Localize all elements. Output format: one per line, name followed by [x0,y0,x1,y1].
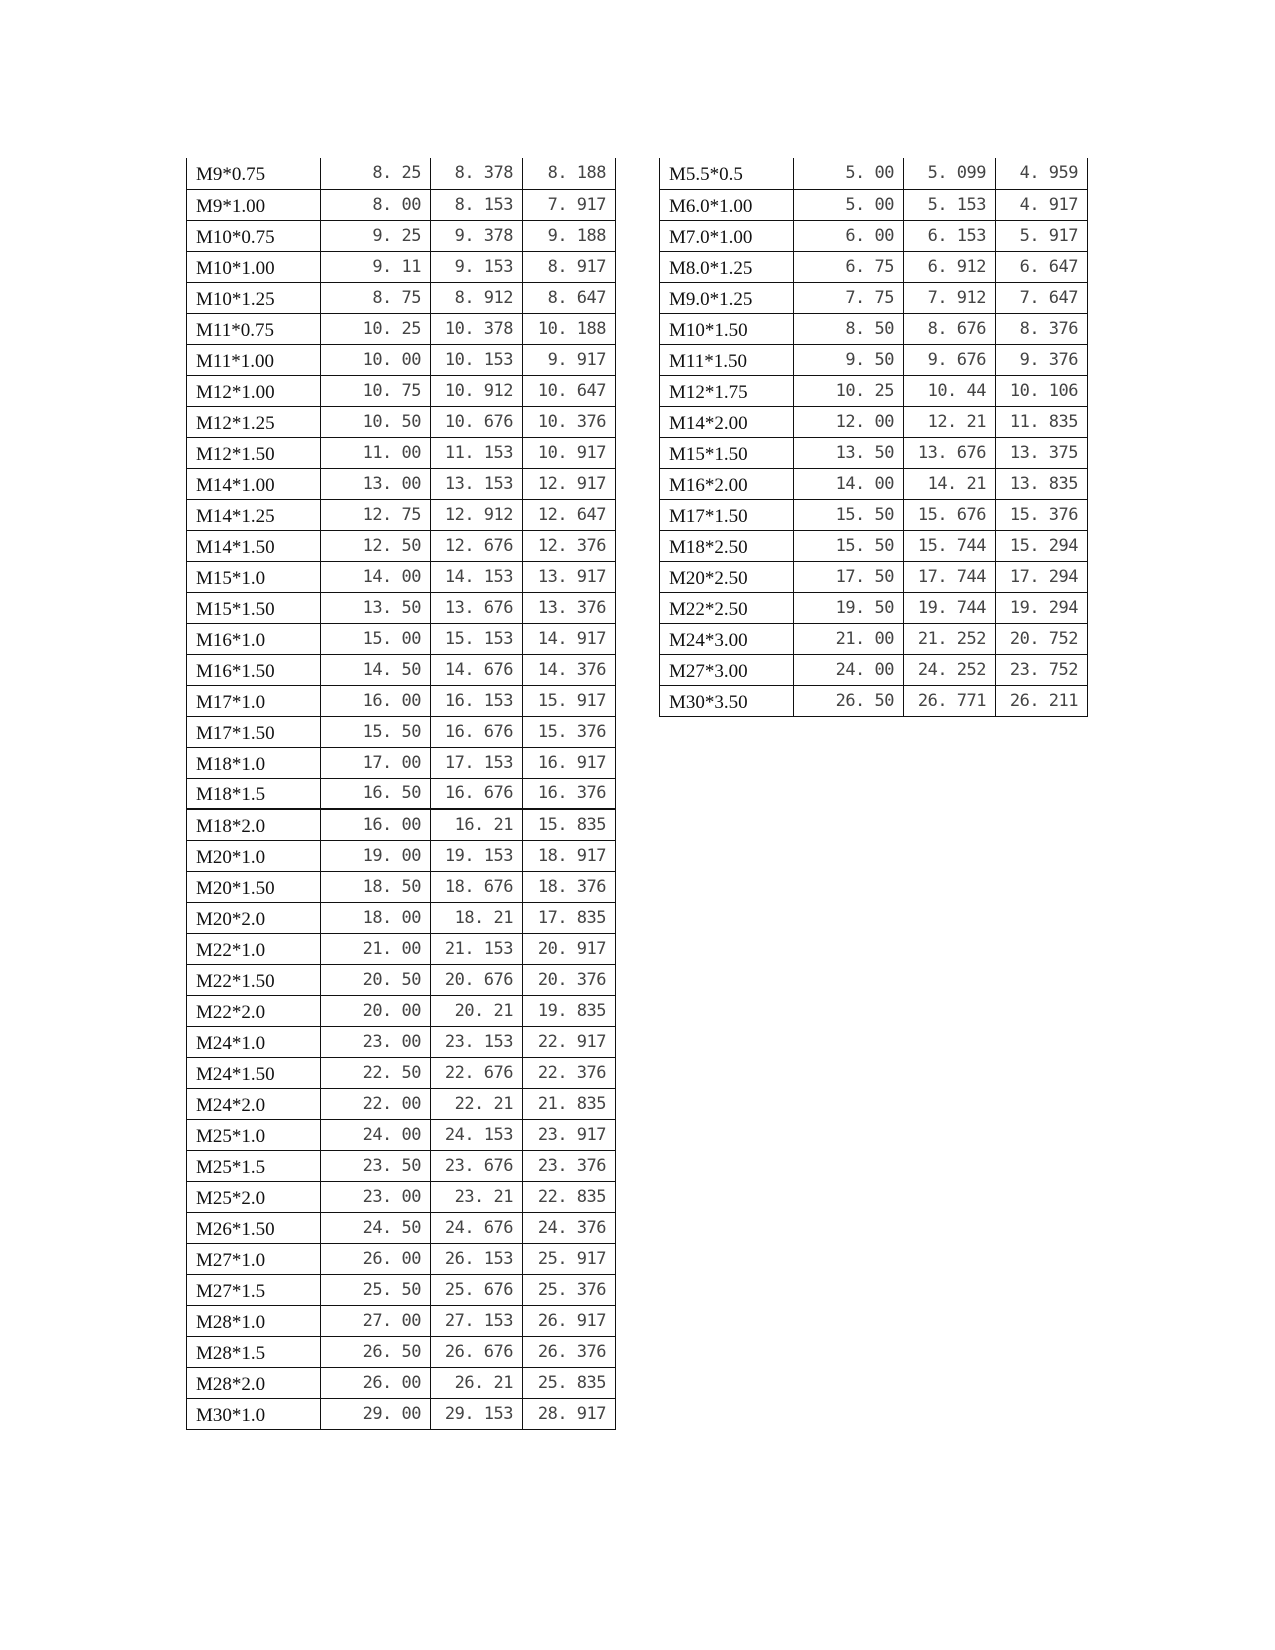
value-cell: 10. 00 [321,344,431,375]
value-cell: 13. 676 [431,592,523,623]
value-cell: 14. 676 [431,654,523,685]
table-row [187,499,616,530]
value-cell: 16. 153 [431,685,523,716]
thread-spec-cell: M24*2.0 [187,1088,321,1119]
value-cell: 9. 25 [321,220,431,251]
value-cell: 24. 153 [431,1119,523,1150]
value-cell: 15. 50 [794,499,904,530]
value-cell: 26. 21 [431,1367,523,1398]
thread-spec-cell: M24*1.50 [187,1057,321,1088]
table-row [187,871,616,902]
table-row [187,344,616,375]
value-cell: 21. 153 [431,933,523,964]
thread-spec-cell: M27*1.0 [187,1243,321,1274]
thread-spec-cell: M20*1.50 [187,871,321,902]
table-row [660,468,1088,499]
table-row [187,840,616,871]
value-cell: 22. 376 [523,1057,616,1088]
table-row [187,1305,616,1336]
thread-spec-cell: M12*1.50 [187,437,321,468]
value-cell: 11. 153 [431,437,523,468]
table-row [187,1057,616,1088]
table-row [187,1119,616,1150]
value-cell: 7. 917 [523,189,616,220]
thread-spec-cell: M14*1.25 [187,499,321,530]
value-cell: 12. 676 [431,530,523,561]
thread-table-right-body [660,158,1088,716]
value-cell: 5. 153 [904,189,996,220]
value-cell: 8. 912 [431,282,523,313]
value-cell: 5. 099 [904,158,996,189]
value-cell: 16. 50 [321,778,431,809]
value-cell: 15. 917 [523,685,616,716]
value-cell: 10. 153 [431,344,523,375]
value-cell: 21. 00 [321,933,431,964]
value-cell: 25. 835 [523,1367,616,1398]
table-row [187,716,616,747]
value-cell: 18. 21 [431,902,523,933]
value-cell: 22. 21 [431,1088,523,1119]
value-cell: 14. 21 [904,468,996,499]
table-row [187,1274,616,1305]
thread-spec-cell: M16*1.0 [187,623,321,654]
value-cell: 13. 50 [321,592,431,623]
value-cell: 15. 294 [996,530,1088,561]
table-row [187,964,616,995]
value-cell: 19. 00 [321,840,431,871]
value-cell: 9. 378 [431,220,523,251]
thread-spec-cell: M12*1.75 [660,375,794,406]
value-cell: 14. 153 [431,561,523,592]
value-cell: 29. 153 [431,1398,523,1429]
thread-spec-cell: M14*2.00 [660,406,794,437]
value-cell: 26. 50 [321,1336,431,1367]
table-row [187,313,616,344]
thread-spec-cell: M18*1.5 [187,778,321,809]
value-cell: 7. 75 [794,282,904,313]
value-cell: 10. 25 [321,313,431,344]
value-cell: 7. 647 [996,282,1088,313]
table-row [187,747,616,778]
table-row [187,220,616,251]
value-cell: 12. 21 [904,406,996,437]
value-cell: 26. 771 [904,685,996,716]
value-cell: 8. 00 [321,189,431,220]
value-cell: 5. 00 [794,158,904,189]
value-cell: 10. 75 [321,375,431,406]
table-row [187,1026,616,1057]
thread-spec-cell: M25*1.0 [187,1119,321,1150]
value-cell: 16. 21 [431,809,523,840]
value-cell: 24. 252 [904,654,996,685]
thread-spec-cell: M8.0*1.25 [660,251,794,282]
table-row [187,406,616,437]
thread-spec-cell: M10*1.25 [187,282,321,313]
table-row [187,592,616,623]
value-cell: 24. 376 [523,1212,616,1243]
value-cell: 27. 00 [321,1305,431,1336]
value-cell: 14. 00 [321,561,431,592]
value-cell: 13. 676 [904,437,996,468]
table-row [660,220,1088,251]
value-cell: 23. 50 [321,1150,431,1181]
thread-spec-cell: M20*2.50 [660,561,794,592]
table-row [187,561,616,592]
value-cell: 15. 676 [904,499,996,530]
value-cell: 12. 50 [321,530,431,561]
value-cell: 23. 752 [996,654,1088,685]
value-cell: 23. 153 [431,1026,523,1057]
thread-spec-cell: M15*1.50 [660,437,794,468]
value-cell: 20. 676 [431,964,523,995]
value-cell: 13. 00 [321,468,431,499]
value-cell: 15. 376 [996,499,1088,530]
thread-spec-cell: M20*1.0 [187,840,321,871]
value-cell: 13. 835 [996,468,1088,499]
value-cell: 12. 917 [523,468,616,499]
thread-spec-cell: M9.0*1.25 [660,282,794,313]
thread-spec-cell: M16*1.50 [187,654,321,685]
value-cell: 8. 50 [794,313,904,344]
table-row [660,592,1088,623]
table-row [660,313,1088,344]
thread-spec-cell: M15*1.0 [187,561,321,592]
value-cell: 10. 647 [523,375,616,406]
value-cell: 24. 676 [431,1212,523,1243]
value-cell: 21. 252 [904,623,996,654]
table-row [187,778,616,809]
thread-spec-cell: M24*1.0 [187,1026,321,1057]
value-cell: 18. 00 [321,902,431,933]
thread-spec-cell: M9*1.00 [187,189,321,220]
table-row [187,1243,616,1274]
value-cell: 19. 294 [996,592,1088,623]
value-cell: 21. 835 [523,1088,616,1119]
value-cell: 26. 376 [523,1336,616,1367]
thread-spec-cell: M27*1.5 [187,1274,321,1305]
thread-spec-cell: M15*1.50 [187,592,321,623]
value-cell: 24. 00 [321,1119,431,1150]
value-cell: 6. 75 [794,251,904,282]
table-row [660,375,1088,406]
value-cell: 9. 188 [523,220,616,251]
value-cell: 9. 153 [431,251,523,282]
table-row [187,437,616,468]
thread-spec-cell: M22*2.0 [187,995,321,1026]
table-row [660,406,1088,437]
value-cell: 16. 676 [431,778,523,809]
value-cell: 15. 376 [523,716,616,747]
value-cell: 25. 917 [523,1243,616,1274]
value-cell: 20. 376 [523,964,616,995]
value-cell: 15. 50 [794,530,904,561]
thread-spec-cell: M22*2.50 [660,592,794,623]
value-cell: 19. 50 [794,592,904,623]
table-row [187,995,616,1026]
table-row [187,1367,616,1398]
value-cell: 10. 25 [794,375,904,406]
table-row [187,902,616,933]
value-cell: 5. 00 [794,189,904,220]
value-cell: 10. 106 [996,375,1088,406]
thread-spec-cell: M30*1.0 [187,1398,321,1429]
value-cell: 6. 912 [904,251,996,282]
value-cell: 24. 00 [794,654,904,685]
thread-spec-cell: M18*2.50 [660,530,794,561]
thread-spec-cell: M20*2.0 [187,902,321,933]
table-row [187,189,616,220]
value-cell: 14. 50 [321,654,431,685]
value-cell: 14. 00 [794,468,904,499]
value-cell: 12. 647 [523,499,616,530]
value-cell: 9. 676 [904,344,996,375]
value-cell: 25. 376 [523,1274,616,1305]
table-row [660,344,1088,375]
thread-spec-cell: M11*1.00 [187,344,321,375]
thread-spec-cell: M9*0.75 [187,158,321,189]
thread-spec-cell: M7.0*1.00 [660,220,794,251]
value-cell: 15. 50 [321,716,431,747]
value-cell: 8. 188 [523,158,616,189]
value-cell: 10. 188 [523,313,616,344]
thread-spec-cell: M28*1.0 [187,1305,321,1336]
thread-spec-cell: M28*2.0 [187,1367,321,1398]
value-cell: 10. 912 [431,375,523,406]
value-cell: 8. 376 [996,313,1088,344]
value-cell: 20. 50 [321,964,431,995]
table-row [187,1212,616,1243]
table-row [187,933,616,964]
value-cell: 8. 676 [904,313,996,344]
value-cell: 13. 50 [794,437,904,468]
value-cell: 20. 917 [523,933,616,964]
value-cell: 25. 50 [321,1274,431,1305]
value-cell: 18. 676 [431,871,523,902]
value-cell: 4. 959 [996,158,1088,189]
table-row [187,251,616,282]
value-cell: 26. 211 [996,685,1088,716]
value-cell: 17. 153 [431,747,523,778]
value-cell: 18. 917 [523,840,616,871]
table-row [187,1336,616,1367]
thread-spec-cell: M26*1.50 [187,1212,321,1243]
thread-spec-cell: M27*3.00 [660,654,794,685]
value-cell: 12. 912 [431,499,523,530]
table-row [187,1088,616,1119]
value-cell: 23. 676 [431,1150,523,1181]
value-cell: 8. 917 [523,251,616,282]
value-cell: 12. 75 [321,499,431,530]
table-row [187,654,616,685]
table-row [187,1181,616,1212]
value-cell: 23. 917 [523,1119,616,1150]
table-row [187,809,616,840]
thread-spec-cell: M25*2.0 [187,1181,321,1212]
value-cell: 17. 294 [996,561,1088,592]
value-cell: 11. 00 [321,437,431,468]
value-cell: 6. 00 [794,220,904,251]
table-row [187,1150,616,1181]
value-cell: 13. 376 [523,592,616,623]
value-cell: 13. 375 [996,437,1088,468]
value-cell: 16. 00 [321,685,431,716]
table-row [660,623,1088,654]
thread-spec-cell: M11*1.50 [660,344,794,375]
value-cell: 16. 376 [523,778,616,809]
thread-spec-cell: M30*3.50 [660,685,794,716]
value-cell: 6. 647 [996,251,1088,282]
table-row [660,530,1088,561]
thread-spec-cell: M10*1.00 [187,251,321,282]
value-cell: 8. 647 [523,282,616,313]
value-cell: 18. 50 [321,871,431,902]
value-cell: 9. 376 [996,344,1088,375]
thread-spec-cell: M10*1.50 [660,313,794,344]
table-row [187,623,616,654]
table-row [660,282,1088,313]
value-cell: 17. 835 [523,902,616,933]
value-cell: 19. 153 [431,840,523,871]
thread-table-left-body [187,158,616,1429]
thread-spec-cell: M14*1.00 [187,468,321,499]
thread-spec-cell: M22*1.50 [187,964,321,995]
value-cell: 26. 676 [431,1336,523,1367]
value-cell: 19. 744 [904,592,996,623]
thread-spec-cell: M10*0.75 [187,220,321,251]
value-cell: 23. 00 [321,1026,431,1057]
value-cell: 10. 50 [321,406,431,437]
value-cell: 8. 378 [431,158,523,189]
value-cell: 10. 44 [904,375,996,406]
value-cell: 21. 00 [794,623,904,654]
value-cell: 20. 00 [321,995,431,1026]
thread-spec-cell: M14*1.50 [187,530,321,561]
table-row [187,685,616,716]
table-row [660,251,1088,282]
thread-spec-cell: M18*2.0 [187,809,321,840]
value-cell: 9. 50 [794,344,904,375]
value-cell: 22. 676 [431,1057,523,1088]
value-cell: 8. 75 [321,282,431,313]
thread-spec-cell: M5.5*0.5 [660,158,794,189]
value-cell: 20. 21 [431,995,523,1026]
value-cell: 15. 153 [431,623,523,654]
value-cell: 15. 00 [321,623,431,654]
value-cell: 24. 50 [321,1212,431,1243]
value-cell: 9. 917 [523,344,616,375]
value-cell: 26. 00 [321,1367,431,1398]
value-cell: 13. 917 [523,561,616,592]
value-cell: 15. 744 [904,530,996,561]
table-row [187,530,616,561]
value-cell: 9. 11 [321,251,431,282]
thread-table-left [186,158,616,1430]
value-cell: 26. 153 [431,1243,523,1274]
thread-spec-cell: M28*1.5 [187,1336,321,1367]
value-cell: 17. 00 [321,747,431,778]
table-row [660,561,1088,592]
value-cell: 16. 917 [523,747,616,778]
table-row [187,1398,616,1429]
value-cell: 26. 00 [321,1243,431,1274]
table-row [660,654,1088,685]
value-cell: 23. 376 [523,1150,616,1181]
thread-spec-cell: M22*1.0 [187,933,321,964]
thread-spec-cell: M17*1.50 [187,716,321,747]
thread-spec-cell: M18*1.0 [187,747,321,778]
value-cell: 22. 00 [321,1088,431,1119]
value-cell: 16. 676 [431,716,523,747]
table-row [187,282,616,313]
value-cell: 23. 21 [431,1181,523,1212]
value-cell: 26. 917 [523,1305,616,1336]
value-cell: 25. 676 [431,1274,523,1305]
value-cell: 12. 376 [523,530,616,561]
thread-spec-cell: M17*1.50 [660,499,794,530]
value-cell: 10. 917 [523,437,616,468]
value-cell: 22. 835 [523,1181,616,1212]
value-cell: 13. 153 [431,468,523,499]
table-row [187,375,616,406]
value-cell: 7. 912 [904,282,996,313]
value-cell: 4. 917 [996,189,1088,220]
value-cell: 22. 917 [523,1026,616,1057]
table-row [660,685,1088,716]
value-cell: 14. 917 [523,623,616,654]
value-cell: 28. 917 [523,1398,616,1429]
value-cell: 18. 376 [523,871,616,902]
value-cell: 6. 153 [904,220,996,251]
value-cell: 17. 50 [794,561,904,592]
thread-spec-cell: M12*1.25 [187,406,321,437]
thread-spec-cell: M24*3.00 [660,623,794,654]
table-row [660,189,1088,220]
value-cell: 10. 376 [523,406,616,437]
table-row [660,499,1088,530]
value-cell: 26. 50 [794,685,904,716]
table-row [187,158,616,189]
value-cell: 12. 00 [794,406,904,437]
value-cell: 16. 00 [321,809,431,840]
table-row [660,437,1088,468]
value-cell: 8. 25 [321,158,431,189]
value-cell: 19. 835 [523,995,616,1026]
thread-spec-cell: M16*2.00 [660,468,794,499]
value-cell: 22. 50 [321,1057,431,1088]
value-cell: 10. 378 [431,313,523,344]
value-cell: 14. 376 [523,654,616,685]
table-row [660,158,1088,189]
value-cell: 23. 00 [321,1181,431,1212]
thread-spec-cell: M6.0*1.00 [660,189,794,220]
value-cell: 17. 744 [904,561,996,592]
thread-spec-cell: M25*1.5 [187,1150,321,1181]
value-cell: 11. 835 [996,406,1088,437]
thread-spec-cell: M17*1.0 [187,685,321,716]
thread-spec-cell: M11*0.75 [187,313,321,344]
value-cell: 20. 752 [996,623,1088,654]
value-cell: 29. 00 [321,1398,431,1429]
value-cell: 15. 835 [523,809,616,840]
table-row [187,468,616,499]
value-cell: 8. 153 [431,189,523,220]
value-cell: 27. 153 [431,1305,523,1336]
value-cell: 5. 917 [996,220,1088,251]
value-cell: 10. 676 [431,406,523,437]
thread-spec-cell: M12*1.00 [187,375,321,406]
thread-table-right [659,158,1088,717]
